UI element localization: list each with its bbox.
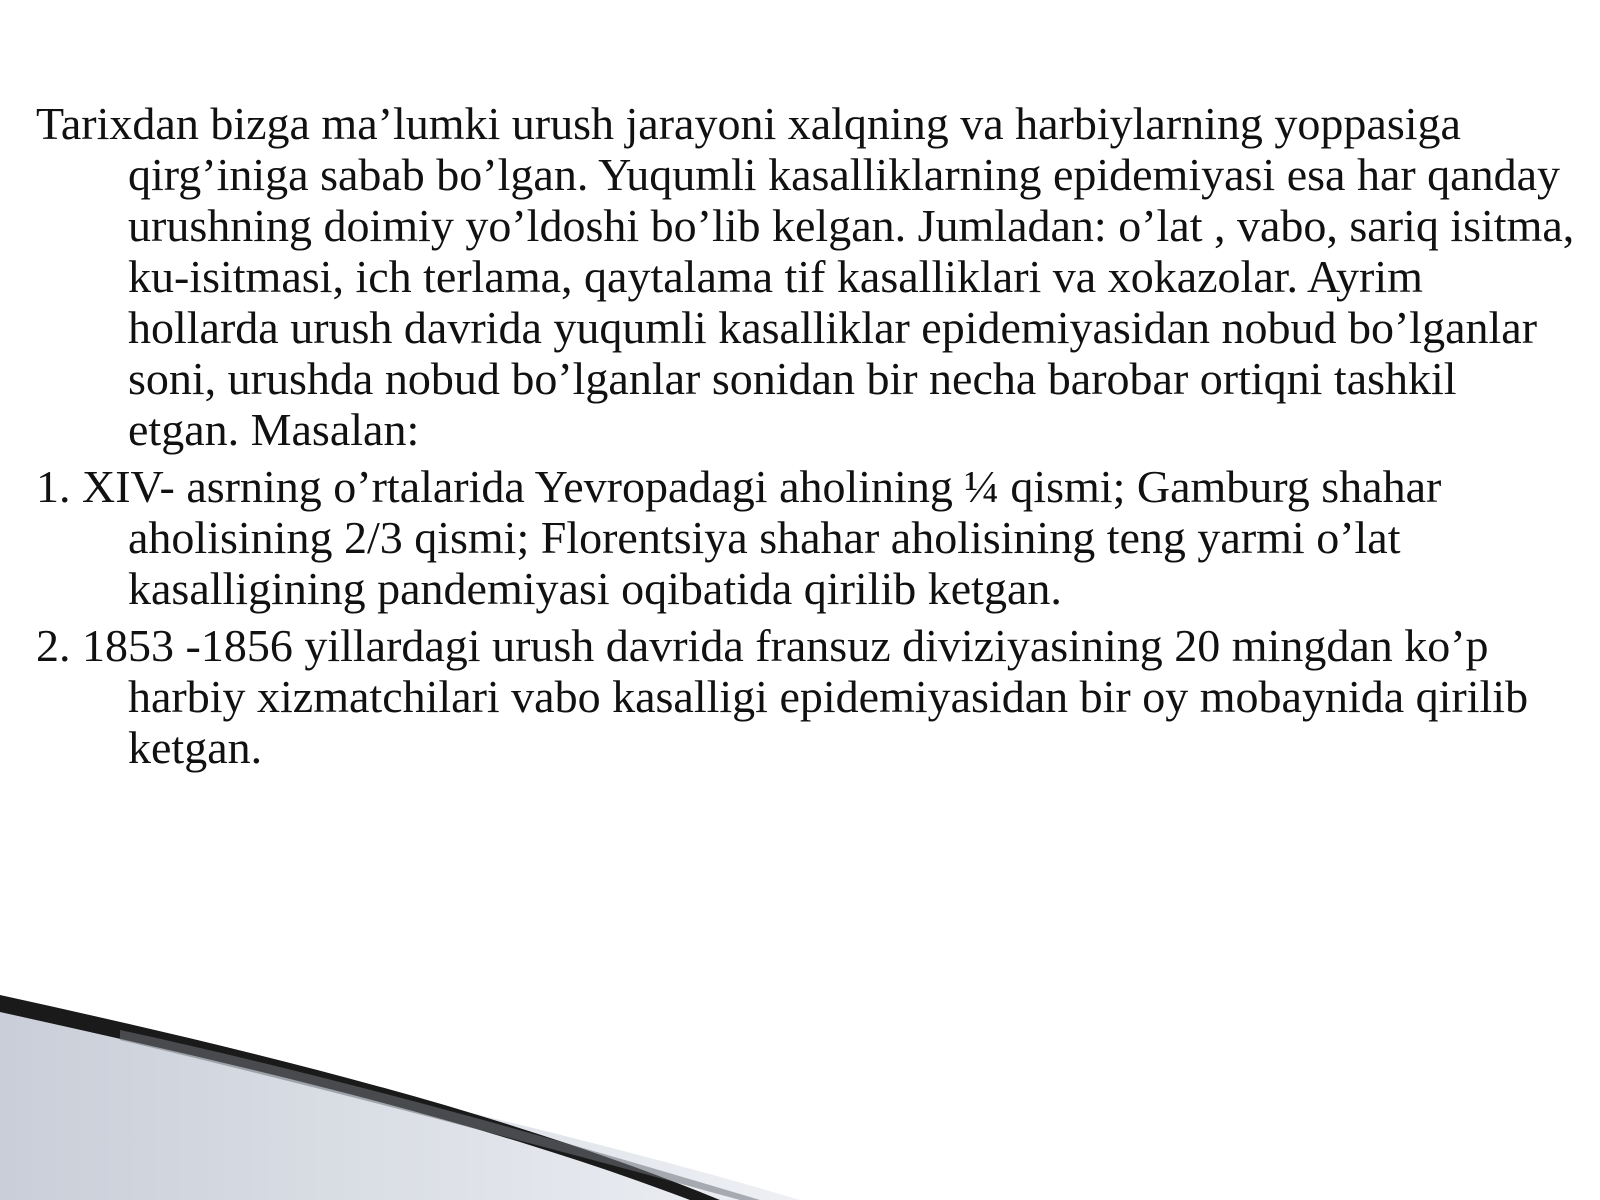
swoosh-light-band — [0, 1010, 800, 1200]
swoosh-dark-stroke — [0, 995, 720, 1200]
swoosh-shadow — [120, 1030, 760, 1200]
list-item-2: 2. 1853 -1856 yillardagi urush davrida fransuz diviziyasining 20 mingdan ko’p harbiy xizmatchilari vabo kasalligi epidemiyasidan bir oy mobaynida qirilib ketgan. — [36, 620, 1529, 773]
list-item-1: 1. XIV- asrning o’rtalarida Yevropadagi aholining ¼ qismi; Gamburg shahar aholisining 2/3 qismi; Florentsiya shahar aholisining teng yarmi o’lat kasalligining pandemiyasi oqibatida qirilib ketgan. — [36, 461, 1442, 614]
intro-paragraph: Tarixdan bizga ma’lumki urush jarayoni xalqning va harbiylarning yoppasiga qirg’iniga sabab bo’lgan. Yuqumli kasalliklarning epidemiyasi esa har qanday urushning doimiy yo’ldoshi bo’lib kelgan. Jumladan: o’lat , vabo, sariq isitma, ku-isitmasi, ich terlama, qaytalama tif kasalliklari va xokazolar. Ayrim hollarda urush davrida yuqumli kasalliklar epidemiyasidan nobud bo’lganlar soni, urushda nobud bo’lganlar sonidan bir necha barobar ortiqni tashkil etgan. Masalan: — [36, 98, 1575, 455]
slide-body — [36, 98, 1576, 779]
